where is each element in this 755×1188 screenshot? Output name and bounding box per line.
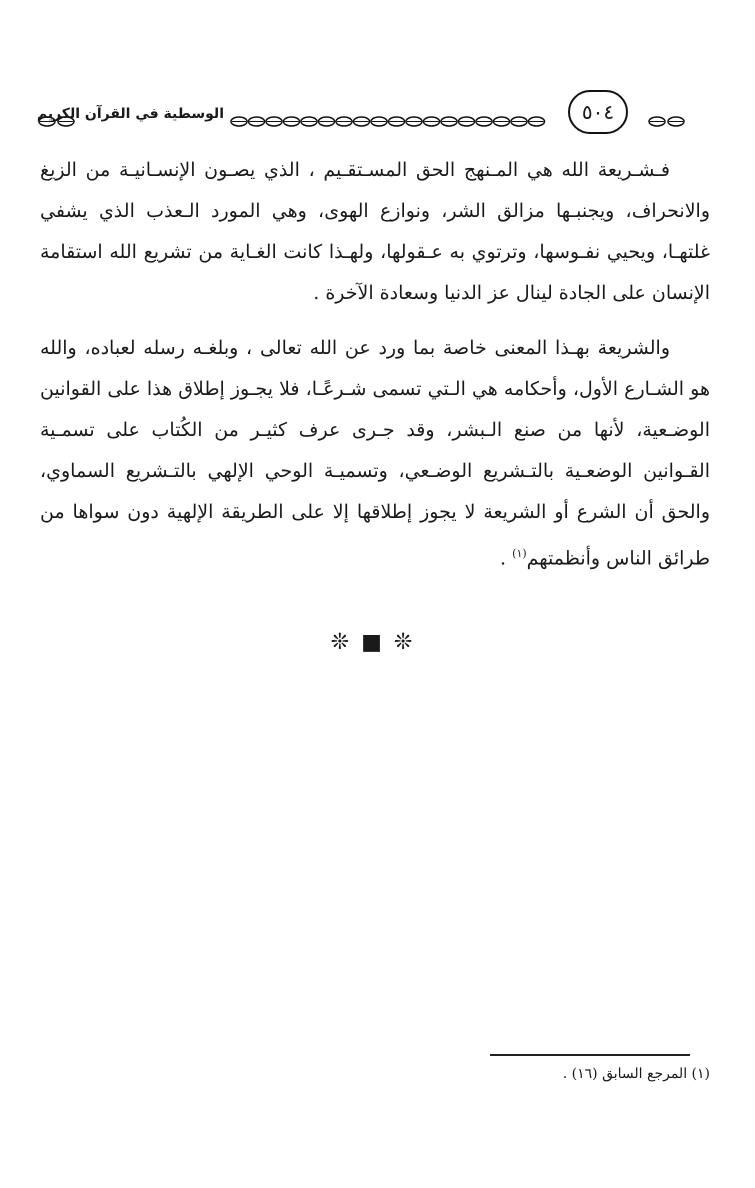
asterisk-icon: ❊ (330, 630, 362, 655)
book-title: الوسطية في القرآن الكريم (36, 106, 224, 122)
footnote-reference[interactable]: (١) (512, 547, 527, 560)
body-text (40, 150, 710, 579)
ornament-middle (230, 116, 553, 127)
paragraph-1: فـشـريعة الله هي المـنهج الحق المسـتقـيم ، الذي يصـون الإنسـانيـة من الزيغ والانحراف، ويجنبـها مزالق الشر، ونوازع الهوى، وهي المورد الـعذب الذي يشفي غلتهـا، ويحيي نفـوسها، وترتوي به عـقولها، ولهـذا كانت الغـاية من تشريع الله استقامة الإنسان على الجادة لينال عز الدنيا وسعادة الآخرة . (40, 159, 710, 304)
page-number: ٥٠٤ (568, 90, 628, 134)
paragraph-2-text: والشريعة بهـذا المعنى خاصة بما ورد عن الله تعالى ، وبلغـه رسله لعباده، والله هو الشـارع الأول، وأحكامه هي الـتي تسمى شـرعًـا، فلا يجـوز إطلاق هذا على القوانين الوضـعية، لأنها من صنع الـبشر، وقد جـرى عرف كثيـر من الكُتاب على تسمـية القـوانين الوضعـية بالتـشريع الوضـعي، وتسميـة الوحي الإلهي بالتـشريع السماوي، والحق أن الشرع أو الشريعة لا يجوز إطلاقها إلا على الطريقة الإلهية دون سواها من طرائق الناس وأنظمتهم (40, 337, 710, 570)
ornament-right (648, 116, 686, 127)
square-icon: ■ (361, 630, 394, 655)
asterisk-icon: ❊ (393, 630, 425, 655)
paragraph-2 (40, 328, 710, 579)
footnote-text: (١) المرجع السابق (١٦) . (562, 1066, 710, 1082)
footnote-divider (490, 1054, 690, 1056)
running-header (38, 88, 718, 148)
section-separator (0, 630, 755, 655)
paragraph-2-end: . (500, 547, 513, 570)
